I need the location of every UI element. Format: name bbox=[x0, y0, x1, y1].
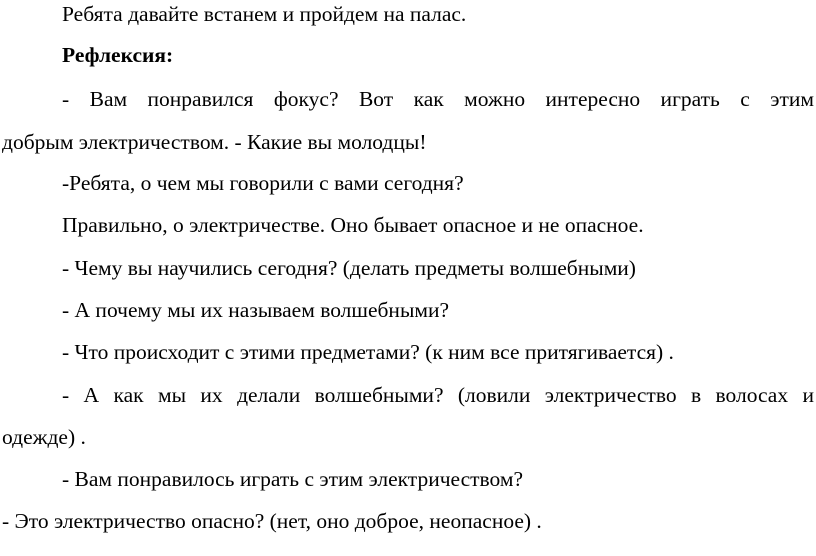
text-line: добрым электричеством. - Какие вы молодцы! bbox=[2, 130, 427, 154]
text-line: -Ребята, о чем мы говорили с вами сегодня? bbox=[62, 171, 464, 195]
text-line: - А как мы их делали волшебными? (ловили электричество в волосах и bbox=[62, 383, 814, 407]
text-line: - Чему вы научились сегодня? (делать предметы волшебными) bbox=[62, 256, 636, 280]
text-line: одежде) . bbox=[2, 425, 86, 449]
text-line: - Это электричество опасно? (нет, оно доброе, неопасное) . bbox=[2, 509, 542, 533]
text-line: Ребята давайте встанем и пройдем на палас. bbox=[62, 2, 467, 26]
text-line: - Вам понравился фокус? Вот как можно интересно играть с этим bbox=[62, 87, 814, 111]
text-line: - Вам понравилось играть с этим электричеством? bbox=[62, 467, 524, 491]
text-line: Правильно, о электричестве. Оно бывает опасное и не опасное. bbox=[62, 213, 644, 237]
text-line: - А почему мы их называем волшебными? bbox=[62, 298, 450, 322]
section-heading: Рефлексия: bbox=[62, 43, 174, 67]
text-line: - Что происходит с этими предметами? (к ним все притягивается) . bbox=[62, 340, 674, 364]
